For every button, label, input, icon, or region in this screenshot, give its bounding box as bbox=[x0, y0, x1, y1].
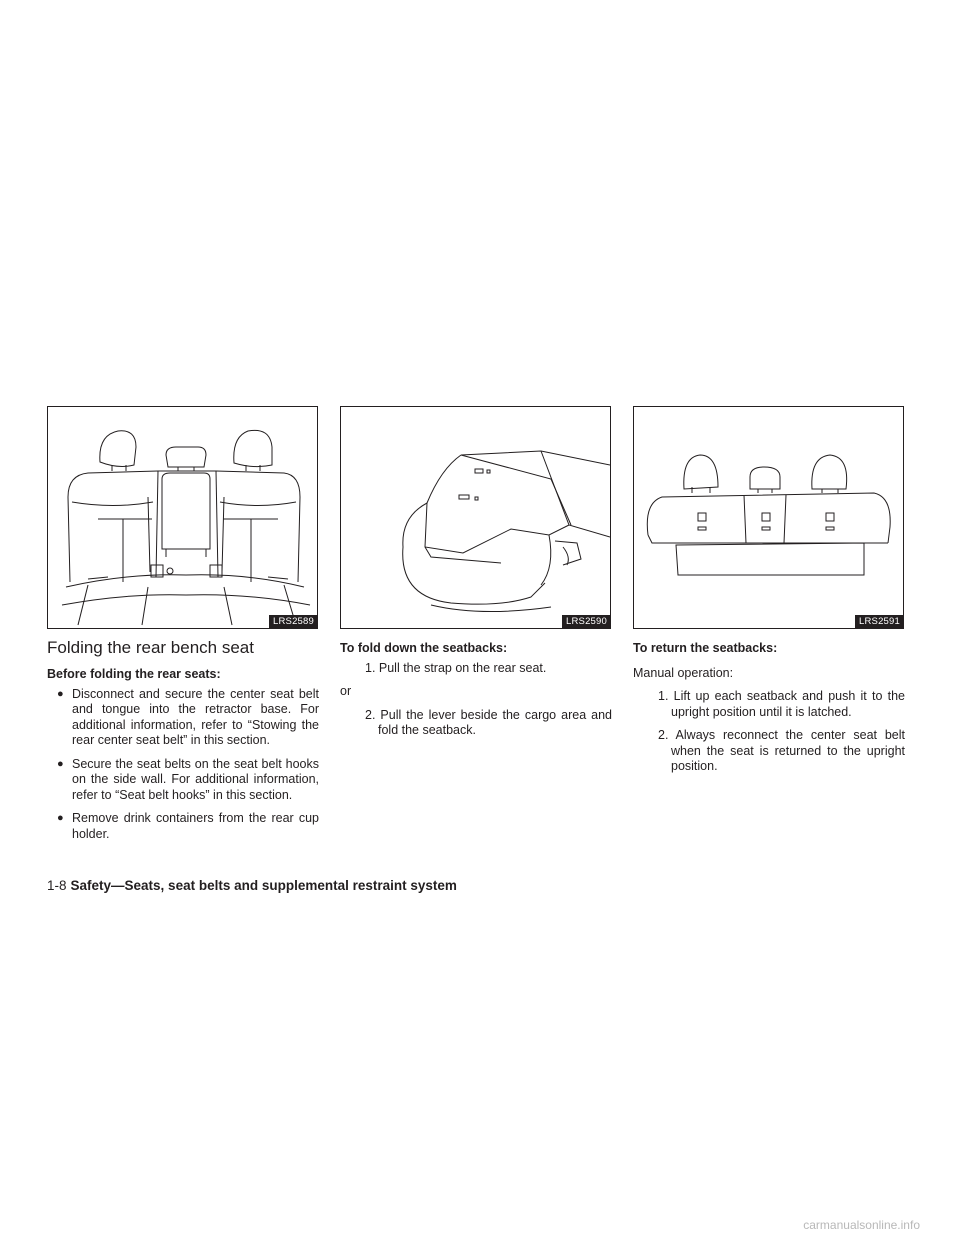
page-footer bbox=[47, 878, 457, 893]
section-title: Folding the rear bench seat bbox=[47, 638, 254, 657]
figure-code: LRS2591 bbox=[855, 615, 903, 628]
step-1: 1. Lift up each seatback and push it to the upright position until it is latched. bbox=[658, 689, 905, 719]
or-text: or bbox=[340, 684, 352, 698]
chapter-title: Safety—Seats, seat belts and supplemental restraint system bbox=[70, 878, 457, 893]
watermark: carmanualsonline.info bbox=[803, 1218, 920, 1232]
figure-cargo-seatback bbox=[340, 406, 611, 629]
step-2: 2. Pull the lever beside the cargo area and fold the seatback. bbox=[365, 707, 612, 737]
column-folding-intro bbox=[47, 634, 319, 850]
list-item bbox=[47, 811, 319, 842]
bullet-text: Disconnect and secure the center seat belt and tongue into the retractor base. For additional information, refer to “Stowing the rear center seat belt” in this section. bbox=[72, 686, 319, 747]
figure-rear-bench-seat bbox=[47, 406, 318, 629]
figure-code: LRS2589 bbox=[269, 615, 317, 628]
bullet-text: Remove drink containers from the rear cup holder. bbox=[72, 811, 319, 841]
figure-code: LRS2590 bbox=[562, 615, 610, 628]
figure-seatbacks-rear bbox=[633, 406, 904, 629]
page-number: 1-8 bbox=[47, 878, 67, 893]
list-item bbox=[47, 757, 319, 804]
bullet-icon: ● bbox=[57, 812, 64, 824]
bullet-text: Secure the seat belts on the seat belt hooks on the side wall. For additional information, refer to “Seat belt hooks” in this section. bbox=[72, 756, 319, 802]
column-return-seatbacks bbox=[633, 634, 905, 783]
bullet-icon: ● bbox=[57, 757, 64, 770]
manual-operation-label: Manual operation: bbox=[633, 665, 734, 680]
step-1: 1. Pull the strap on the rear seat. bbox=[365, 660, 547, 675]
cargo-area-illustration bbox=[341, 407, 610, 628]
rear-seat-illustration bbox=[48, 407, 317, 628]
column-fold-down bbox=[340, 634, 612, 747]
subhead-before-folding: Before folding the rear seats: bbox=[47, 667, 221, 681]
seatbacks-illustration bbox=[634, 407, 903, 628]
bullet-icon: ● bbox=[57, 687, 64, 700]
list-item bbox=[47, 687, 319, 749]
step-2: 2. Always reconnect the center seat belt when the seat is returned to the upright position. bbox=[658, 728, 905, 773]
subhead-return: To return the seatbacks: bbox=[633, 641, 778, 655]
subhead-fold-down: To fold down the seatbacks: bbox=[340, 641, 508, 655]
